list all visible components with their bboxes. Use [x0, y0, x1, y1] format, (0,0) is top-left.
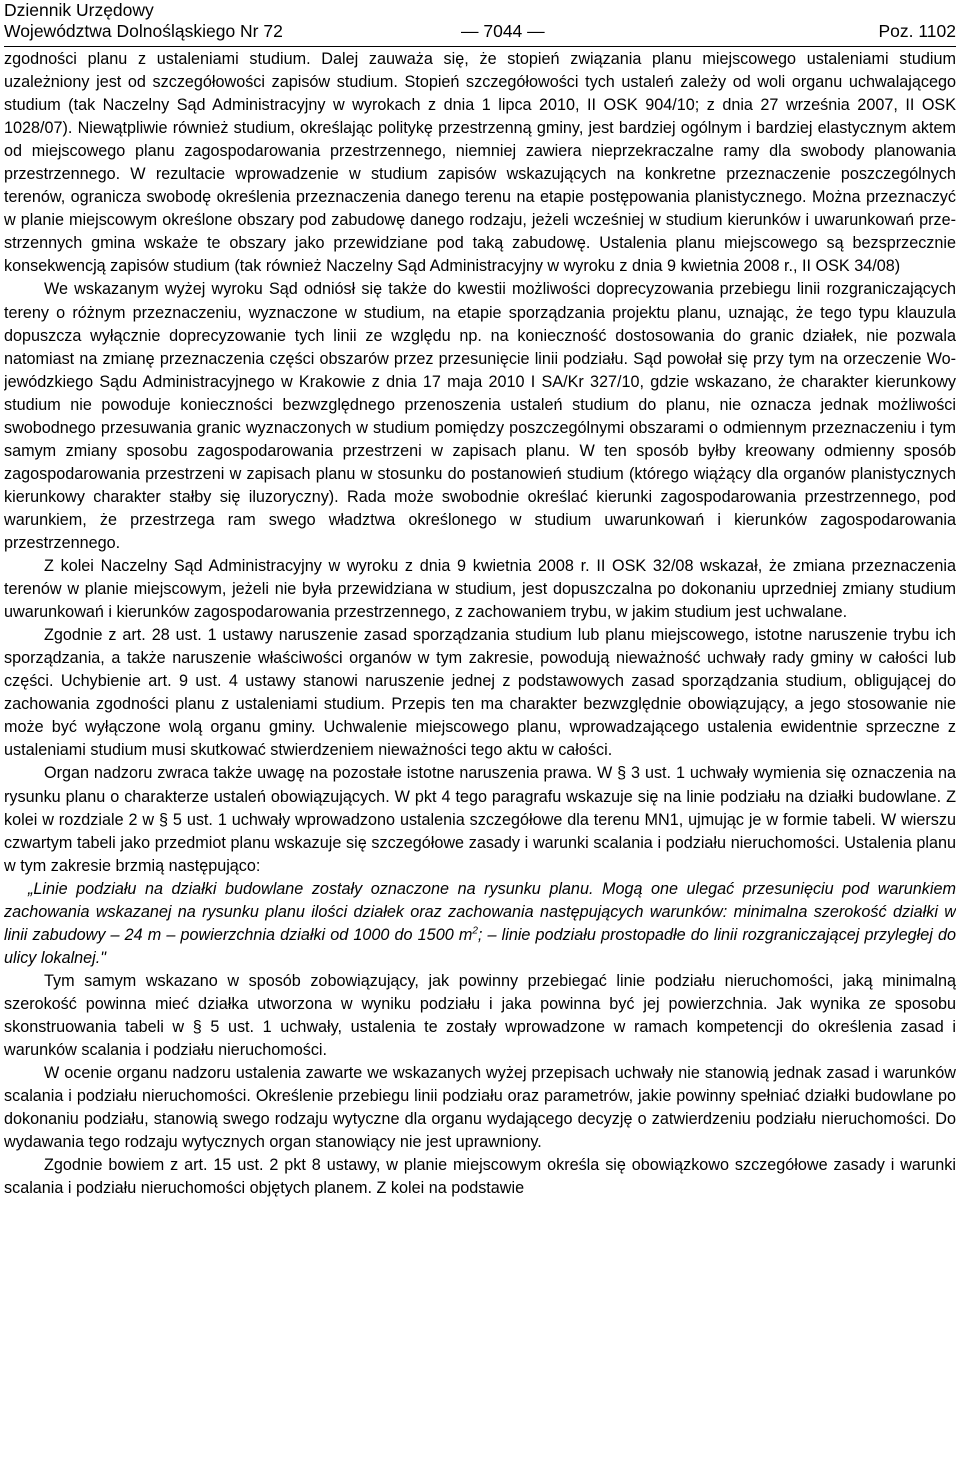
quote-text: „Linie podziału na działki budowlane zostały oznaczone na rysunku planu. Mogą one ulegać przesunięciu pod warunkiem zachowania wskazanej na rysunku planu ilości działek oraz zachowania następujących warunków: minimalna szerokość działki w linii zabudowy – 24 m – powierzchnia działki od 1000 do 1500 m	[4, 879, 956, 944]
paragraph: Organ nadzoru zwraca także uwagę na pozostałe istotne naruszenia prawa. W § 3 ust. 1 uchwały wymienia się oznaczenia na rysunku planu o charakterze ustaleń obowiązujących. W pkt 4 tego paragrafu wskazuje się na linie podziału na działki budowlane. Z kolei w rozdziale 2 w § 5 ust. 1 uchwały wprowadzono ustalenia szczegółowe dla terenu MN1, ujmując je w formie tabeli. W wierszu czwartym tabeli jako przedmiot planu wskazuje się szczegółowe zasady i warunki scalania i podziału nieruchomości. Ustalenia planu w tym zakresie brzmią następująco:	[4, 764, 956, 875]
paragraph: We wskazanym wyżej wyroku Sąd odniósł się także do kwestii możliwości doprecyzowania przebiegu linii rozgraniczających tereny o różnym przeznaczeniu, wyznaczone w studium, na etapie sporządzania projektu planu, uznając, że tego typu klauzula dopuszcza wyłącznie doprecyzowanie tych linii ze względu np. na konieczność dostosowania do granic działek, nie pozwala natomiast na zmianę przeznaczenia części obszarów przez przesunięcie linii podziału. Sąd powołał się przy tym na orzeczenie Wojewódzkiego Sądu Administracyjnego w Krakowie z dnia 17 maja 2010 I SA/Kr 327/10, gdzie wskazano, że charakter kierunkowy studium nie powoduje konieczności bezwzględnego przenoszenia ustaleń studium do planu, nie oznacza jednak możliwości swobodnego przesuwania granic wyznaczonych w studium pomiędzy poszczególnymi obszarami o odmiennym przeznaczeniu i tym samym zmiany sposobu zagospodarowania przestrzeni w zapisach planu. W ten sposób byłby kreowany odmienny sposób zagospodarowania przestrzeni w zapisach planu w stosunku do postanowień studium (którego wiążący dla organów planistycznych kierunkowy charakter stałby się iluzoryczny). Rada może swobodnie określać kierunki zagospodarowania przestrzennego, pod warunkiem, że przestrzega ram swego władztwa określonego w studium uwarunkowań i kierunków zagospodarowania przestrzennego.	[4, 280, 956, 552]
paragraph: Z kolei Naczelny Sąd Administracyjny w wyroku z dnia 9 kwietnia 2008 r. II OSK 32/08 wskazał, że zmiana przeznaczenia terenów w planie miejscowym, jeżeli nie była przewidziana w studium, jest dopuszczalna po dokonaniu uprzedniej zmiany studium uwarunkowań i kierunków zagospodarowania przestrzennego, z zachowaniem trybu, w jakim studium jest uchwalane.	[4, 557, 956, 622]
paragraph: zgodności planu z ustaleniami studium. Dalej zauważa się, że stopień związania planu miejscowego ustaleniami studium uzależniony jest od szczegółowości zapisów studium. Stopień szczegółowości tych ustaleń zależy od woli organu uchwalającego studium (tak Naczelny Sąd Administracyjny w wyrokach z dnia 1 lipca 2010, II OSK 904/10; z dnia 27 września 2007, II OSK 1028/07). Niewątpliwie również studium, określając politykę przestrzenną gminy, jest bardziej ogólnym i bardziej elastycznym aktem od miejscowego planu zagospodarowania przestrzennego, niemniej zawiera nieprzekraczalne ramy dla swobody planowania przestrzennego. W rezultacie wprowadzenie w studium zapisów wskazujących na konkretne przeznaczenie poszczególnych terenów, ogranicza swobodę określenia przeznaczenia danego terenu na etapie postępowania planistycznego. Można przeznaczyć w planie miejscowym określone obszary pod zabudowę danego rodzaju, jeżeli wcześniej w studium kierunków i uwarunkowań przestrzennych gmina wskaże te obszary jako przewidziane pod taką zabudowę. Ustalenia planu miejscowego są bezsprzecznie konsekwencją zapisów studium (tak również Naczelny Sąd Administracyjny w wyroku z dnia 9 kwietnia 2008 r., II OSK 34/08)	[4, 50, 956, 276]
voivodeship-issue: Województwa Dolnośląskiego Nr 72	[4, 21, 283, 41]
page-number: — 7044 —	[461, 21, 545, 41]
quoted-provision	[4, 878, 956, 970]
paragraph: Tym samym wskazano w sposób zobowiązujący, jak powinny przebiegać linie podziału nieruchomości, jaką minimalną szerokość powinna mieć działka utworzona w wyniku podziału i jaka powinna być jej powierzchnia. Jak wynika ze sposobu skonstruowania tabeli w § 5 ust. 1 uchwały, ustalenia te zostały wprowadzone w ramach kompetencji do określenia zasad i warunków scalania i podziału nieruchomości.	[4, 971, 956, 1060]
journal-title: Dziennik Urzędowy	[4, 0, 154, 20]
header-rule	[4, 46, 956, 47]
position-number: Poz. 1102	[878, 21, 956, 41]
header-line	[4, 21, 956, 43]
paragraph: Zgodnie bowiem z art. 15 ust. 2 pkt 8 ustawy, w planie miejscowym określa się obowiązkowo szczegółowe zasady i warunki scalania i podziału nieruchomości objętych planem. Z kolei na podstawie	[4, 1156, 956, 1198]
superscript: 2	[472, 925, 478, 937]
paragraph: Zgodnie z art. 28 ust. 1 ustawy naruszenie zasad sporządzania studium lub planu miejscowego, istotne naruszenie trybu ich sporządzania, a także naruszenie właściwości organów w tym zakresie, powodują nieważność uchwały rady gminy w całości lub części. Uchybienie art. 9 ust. 4 ustawy stanowi naruszenie jednej z podstawowych zasad sporządzania studium, obligującej do zachowania zgodności planu z ustaleniami studium. Przepis ten ma charakter bezwzględnie obowiązujący, a jego stosowanie nie może być wyłączone wolą organu gminy. Uchwalenie miejscowego planu, wprowadzającego ustalenia ewidentnie sprzeczne z ustaleniami studium musi skutkować stwierdzeniem nieważności tego aktu w całości.	[4, 626, 956, 760]
document-body	[4, 48, 956, 1468]
quote-text-end: ; – linie podziału prostopadłe do linii rozgraniczającej przyległej do ulicy lokalnej."	[4, 925, 956, 967]
paragraph: W ocenie organu nadzoru ustalenia zawarte we wskazanych wyżej przepisach uchwały nie stanowią jednak zasad i warunków scalania i podziału nieruchomości. Określenie przebiegu linii podziału oraz parametrów, jakie powinny spełniać działki budowlane po dokonaniu podziału, stanowią swego rodzaju wytyczne dla organu wydającego decyzję o zatwierdzeniu podziału nieruchomości. Do wydawania tego rodzaju wytycznych organ stanowiący nie jest uprawniony.	[4, 1064, 956, 1152]
page-header	[4, 0, 956, 44]
